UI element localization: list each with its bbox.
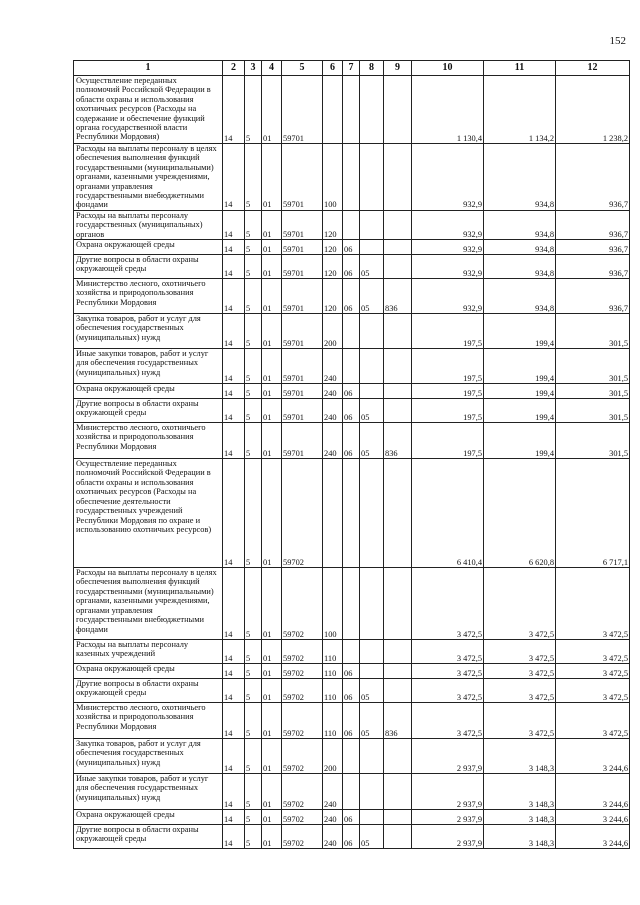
row-c6-cell: 240 [323, 384, 343, 399]
row-c12-cell: 1 238,2 [556, 76, 630, 144]
row-c3-cell: 5 [245, 810, 262, 825]
row-name-cell: Осуществление переданных полномочий Российской Федерации в области охраны и использования охотничьих ресурсов (Расходы на обеспечение деятельности государственных учреждений Республики Мордовия по охране и использованию охотничьих ресурсов) [74, 459, 223, 568]
row-c6-cell [323, 459, 343, 568]
row-c4-cell: 01 [262, 679, 282, 703]
row-c6-cell: 100 [323, 144, 343, 211]
row-c6-cell: 110 [323, 703, 343, 739]
row-c6-cell: 240 [323, 399, 343, 423]
row-c9-cell [384, 144, 412, 211]
row-c12-cell: 3 472,5 [556, 664, 630, 679]
row-c8-cell [360, 210, 384, 239]
table-row [74, 255, 630, 279]
row-name-cell: Министерство лесного, охотничьего хозяйства и природопользования Республики Мордовия [74, 279, 223, 314]
row-c7-cell: 06 [343, 703, 360, 739]
row-c10-cell: 2 937,9 [412, 810, 484, 825]
row-c6-cell: 120 [323, 240, 343, 255]
row-c11-cell: 934,8 [484, 279, 556, 314]
row-c7-cell [343, 640, 360, 664]
budget-table [73, 60, 630, 849]
row-name-cell: Расходы на выплаты персоналу в целях обеспечения выполнения функций государственными (муниципальными) органами, казенными учреждениями, органами управления государственными внебюджетными фондами [74, 568, 223, 640]
row-c11-cell: 934,8 [484, 240, 556, 255]
row-c11-cell: 3 148,3 [484, 810, 556, 825]
row-c4-cell: 01 [262, 568, 282, 640]
row-c9-cell [384, 384, 412, 399]
row-c6-cell [323, 76, 343, 144]
row-c5-cell: 59702 [282, 703, 323, 739]
row-c4-cell: 01 [262, 825, 282, 849]
row-c8-cell [360, 76, 384, 144]
row-c8-cell [360, 314, 384, 349]
row-c9-cell [384, 810, 412, 825]
table-row [74, 825, 630, 849]
table-row [74, 423, 630, 459]
row-name-cell: Расходы на выплаты персоналу казенных учреждений [74, 640, 223, 664]
column-header: 2 [223, 61, 245, 76]
row-c4-cell: 01 [262, 210, 282, 239]
table-row [74, 640, 630, 664]
row-name-cell: Иные закупки товаров, работ и услуг для обеспечения государственных (муниципальных) нужд [74, 774, 223, 810]
row-c8-cell: 05 [360, 825, 384, 849]
row-c5-cell: 59701 [282, 255, 323, 279]
table-header [74, 61, 630, 76]
row-c10-cell: 3 472,5 [412, 640, 484, 664]
row-c11-cell: 1 134,2 [484, 76, 556, 144]
row-c2-cell: 14 [223, 349, 245, 384]
row-c8-cell [360, 240, 384, 255]
row-c10-cell: 6 410,4 [412, 459, 484, 568]
row-c2-cell: 14 [223, 279, 245, 314]
row-c6-cell: 240 [323, 349, 343, 384]
row-c9-cell [384, 399, 412, 423]
row-c3-cell: 5 [245, 459, 262, 568]
row-c2-cell: 14 [223, 144, 245, 211]
table-row [74, 739, 630, 774]
row-c3-cell: 5 [245, 568, 262, 640]
row-c10-cell: 3 472,5 [412, 703, 484, 739]
row-c7-cell [343, 459, 360, 568]
table-row [74, 76, 630, 144]
row-c4-cell: 01 [262, 349, 282, 384]
row-c10-cell: 3 472,5 [412, 568, 484, 640]
row-c2-cell: 14 [223, 459, 245, 568]
column-header: 6 [323, 61, 343, 76]
row-c2-cell: 14 [223, 774, 245, 810]
row-c5-cell: 59702 [282, 568, 323, 640]
row-c10-cell: 1 130,4 [412, 76, 484, 144]
table-row [74, 349, 630, 384]
row-c5-cell: 59701 [282, 144, 323, 211]
row-name-cell: Закупка товаров, работ и услуг для обеспечения государственных (муниципальных) нужд [74, 314, 223, 349]
row-c6-cell: 120 [323, 255, 343, 279]
table-row [74, 144, 630, 211]
row-c5-cell: 59701 [282, 279, 323, 314]
row-name-cell: Другие вопросы в области охраны окружающей среды [74, 825, 223, 849]
row-c4-cell: 01 [262, 664, 282, 679]
table-row [74, 459, 630, 568]
row-c8-cell [360, 568, 384, 640]
row-name-cell: Министерство лесного, охотничьего хозяйства и природопользования Республики Мордовия [74, 423, 223, 459]
column-header: 3 [245, 61, 262, 76]
row-c12-cell: 936,7 [556, 210, 630, 239]
row-c12-cell: 3 244,6 [556, 810, 630, 825]
row-c8-cell [360, 739, 384, 774]
row-c3-cell: 5 [245, 314, 262, 349]
row-c6-cell: 100 [323, 568, 343, 640]
row-c10-cell: 3 472,5 [412, 664, 484, 679]
row-c12-cell: 3 472,5 [556, 568, 630, 640]
row-c10-cell: 2 937,9 [412, 825, 484, 849]
column-header: 4 [262, 61, 282, 76]
column-header: 9 [384, 61, 412, 76]
row-c10-cell: 932,9 [412, 279, 484, 314]
row-c11-cell: 199,4 [484, 399, 556, 423]
row-c11-cell: 199,4 [484, 384, 556, 399]
row-c5-cell: 59702 [282, 459, 323, 568]
row-c12-cell: 3 472,5 [556, 703, 630, 739]
row-c9-cell: 836 [384, 279, 412, 314]
row-c12-cell: 3 472,5 [556, 640, 630, 664]
row-name-cell: Охрана окружающей среды [74, 664, 223, 679]
row-c7-cell [343, 568, 360, 640]
row-c5-cell: 59702 [282, 739, 323, 774]
row-name-cell: Министерство лесного, охотничьего хозяйства и природопользования Республики Мордовия [74, 703, 223, 739]
row-c3-cell: 5 [245, 703, 262, 739]
row-c2-cell: 14 [223, 810, 245, 825]
row-c8-cell: 05 [360, 255, 384, 279]
row-c11-cell: 3 472,5 [484, 703, 556, 739]
row-c7-cell [343, 314, 360, 349]
row-c5-cell: 59702 [282, 825, 323, 849]
table-row [74, 399, 630, 423]
row-c7-cell: 06 [343, 679, 360, 703]
row-c11-cell: 3 472,5 [484, 664, 556, 679]
table-row [74, 384, 630, 399]
row-name-cell: Другие вопросы в области охраны окружающей среды [74, 679, 223, 703]
column-header: 10 [412, 61, 484, 76]
row-c7-cell: 06 [343, 423, 360, 459]
row-c7-cell: 06 [343, 810, 360, 825]
row-c3-cell: 5 [245, 664, 262, 679]
row-c7-cell [343, 739, 360, 774]
page-number: 152 [609, 35, 626, 47]
row-c6-cell: 110 [323, 664, 343, 679]
row-c5-cell: 59701 [282, 349, 323, 384]
row-c8-cell [360, 664, 384, 679]
table-row [74, 679, 630, 703]
row-c3-cell: 5 [245, 76, 262, 144]
row-c4-cell: 01 [262, 399, 282, 423]
row-c5-cell: 59701 [282, 314, 323, 349]
row-c7-cell [343, 210, 360, 239]
row-c3-cell: 5 [245, 279, 262, 314]
row-c11-cell: 3 472,5 [484, 568, 556, 640]
row-c4-cell: 01 [262, 144, 282, 211]
row-c4-cell: 01 [262, 314, 282, 349]
row-c7-cell: 06 [343, 399, 360, 423]
row-c7-cell: 06 [343, 825, 360, 849]
row-c5-cell: 59701 [282, 384, 323, 399]
row-c7-cell: 06 [343, 664, 360, 679]
row-c4-cell: 01 [262, 423, 282, 459]
row-c11-cell: 6 620,8 [484, 459, 556, 568]
row-c6-cell: 240 [323, 810, 343, 825]
row-c2-cell: 14 [223, 664, 245, 679]
row-c11-cell: 199,4 [484, 349, 556, 384]
column-header: 5 [282, 61, 323, 76]
row-c4-cell: 01 [262, 76, 282, 144]
row-c5-cell: 59701 [282, 423, 323, 459]
row-c5-cell: 59702 [282, 664, 323, 679]
row-c6-cell: 200 [323, 314, 343, 349]
row-c11-cell: 3 148,3 [484, 825, 556, 849]
row-c12-cell: 301,5 [556, 423, 630, 459]
row-c3-cell: 5 [245, 240, 262, 255]
row-c10-cell: 2 937,9 [412, 739, 484, 774]
row-c12-cell: 3 472,5 [556, 679, 630, 703]
row-c9-cell [384, 568, 412, 640]
row-c10-cell: 197,5 [412, 384, 484, 399]
row-c8-cell [360, 459, 384, 568]
row-c3-cell: 5 [245, 399, 262, 423]
row-c7-cell [343, 349, 360, 384]
row-name-cell: Другие вопросы в области охраны окружающей среды [74, 399, 223, 423]
row-c8-cell [360, 640, 384, 664]
row-c3-cell: 5 [245, 739, 262, 774]
row-c5-cell: 59702 [282, 774, 323, 810]
row-c11-cell: 199,4 [484, 314, 556, 349]
row-c8-cell [360, 774, 384, 810]
row-c12-cell: 936,7 [556, 240, 630, 255]
table-row [74, 664, 630, 679]
row-c6-cell: 200 [323, 739, 343, 774]
row-name-cell: Охрана окружающей среды [74, 240, 223, 255]
row-c3-cell: 5 [245, 144, 262, 211]
row-c2-cell: 14 [223, 568, 245, 640]
row-c9-cell [384, 240, 412, 255]
table-row [74, 810, 630, 825]
row-name-cell: Осуществление переданных полномочий Российской Федерации в области охраны и использования охотничьих ресурсов (Расходы на содержание и обеспечение функций органа государственной власти Республики Мордовия) [74, 76, 223, 144]
row-c12-cell: 3 244,6 [556, 739, 630, 774]
column-header: 7 [343, 61, 360, 76]
table-body [74, 76, 630, 849]
row-c3-cell: 5 [245, 825, 262, 849]
row-c11-cell: 3 148,3 [484, 774, 556, 810]
row-c6-cell: 240 [323, 825, 343, 849]
row-c6-cell: 120 [323, 279, 343, 314]
row-c11-cell: 934,8 [484, 255, 556, 279]
row-c9-cell [384, 825, 412, 849]
row-c10-cell: 932,9 [412, 144, 484, 211]
row-c12-cell: 301,5 [556, 399, 630, 423]
row-c10-cell: 3 472,5 [412, 679, 484, 703]
row-c2-cell: 14 [223, 210, 245, 239]
row-c11-cell: 199,4 [484, 423, 556, 459]
row-c12-cell: 936,7 [556, 279, 630, 314]
row-c9-cell: 836 [384, 703, 412, 739]
row-c5-cell: 59702 [282, 810, 323, 825]
row-c2-cell: 14 [223, 703, 245, 739]
row-c8-cell [360, 810, 384, 825]
row-c8-cell [360, 144, 384, 211]
column-header: 11 [484, 61, 556, 76]
row-c12-cell: 936,7 [556, 144, 630, 211]
row-c4-cell: 01 [262, 774, 282, 810]
row-c12-cell: 301,5 [556, 349, 630, 384]
row-c4-cell: 01 [262, 255, 282, 279]
row-name-cell: Закупка товаров, работ и услуг для обеспечения государственных (муниципальных) нужд [74, 739, 223, 774]
row-c9-cell [384, 679, 412, 703]
row-c9-cell [384, 664, 412, 679]
table-row [74, 774, 630, 810]
row-c3-cell: 5 [245, 423, 262, 459]
row-c7-cell: 06 [343, 255, 360, 279]
table-row [74, 568, 630, 640]
row-c2-cell: 14 [223, 399, 245, 423]
row-c5-cell: 59701 [282, 76, 323, 144]
row-c9-cell [384, 76, 412, 144]
row-c12-cell: 3 244,6 [556, 825, 630, 849]
row-c10-cell: 197,5 [412, 399, 484, 423]
table-row [74, 703, 630, 739]
row-c12-cell: 6 717,1 [556, 459, 630, 568]
row-name-cell: Охрана окружающей среды [74, 810, 223, 825]
row-c9-cell [384, 255, 412, 279]
row-c4-cell: 01 [262, 279, 282, 314]
row-c8-cell: 05 [360, 679, 384, 703]
row-c5-cell: 59701 [282, 399, 323, 423]
row-name-cell: Охрана окружающей среды [74, 384, 223, 399]
row-c2-cell: 14 [223, 679, 245, 703]
row-c10-cell: 2 937,9 [412, 774, 484, 810]
row-c9-cell [384, 739, 412, 774]
row-c9-cell [384, 774, 412, 810]
row-c6-cell: 120 [323, 210, 343, 239]
row-c9-cell [384, 210, 412, 239]
row-c9-cell: 836 [384, 423, 412, 459]
row-c2-cell: 14 [223, 423, 245, 459]
row-c12-cell: 936,7 [556, 255, 630, 279]
row-c7-cell [343, 774, 360, 810]
row-c8-cell: 05 [360, 423, 384, 459]
row-c9-cell [384, 314, 412, 349]
row-c2-cell: 14 [223, 76, 245, 144]
row-name-cell: Другие вопросы в области охраны окружающей среды [74, 255, 223, 279]
row-c2-cell: 14 [223, 384, 245, 399]
row-c6-cell: 110 [323, 640, 343, 664]
row-c10-cell: 932,9 [412, 240, 484, 255]
row-c12-cell: 301,5 [556, 314, 630, 349]
row-c9-cell [384, 459, 412, 568]
row-c3-cell: 5 [245, 774, 262, 810]
row-c2-cell: 14 [223, 314, 245, 349]
column-header: 8 [360, 61, 384, 76]
row-c2-cell: 14 [223, 640, 245, 664]
row-c8-cell [360, 349, 384, 384]
row-c4-cell: 01 [262, 810, 282, 825]
row-c11-cell: 3 148,3 [484, 739, 556, 774]
row-c6-cell: 240 [323, 423, 343, 459]
row-c3-cell: 5 [245, 349, 262, 384]
header-row [74, 61, 630, 76]
row-c10-cell: 932,9 [412, 255, 484, 279]
row-c12-cell: 3 244,6 [556, 774, 630, 810]
row-c8-cell [360, 384, 384, 399]
row-c10-cell: 932,9 [412, 210, 484, 239]
row-c3-cell: 5 [245, 679, 262, 703]
row-c8-cell: 05 [360, 279, 384, 314]
row-c2-cell: 14 [223, 255, 245, 279]
row-name-cell: Расходы на выплаты персоналу в целях обеспечения выполнения функций государственными (муниципальными) органами, казенными учреждениями, органами управления государственными внебюджетными фондами [74, 144, 223, 211]
row-name-cell: Иные закупки товаров, работ и услуг для обеспечения государственных (муниципальных) нужд [74, 349, 223, 384]
row-c4-cell: 01 [262, 739, 282, 774]
row-c11-cell: 3 472,5 [484, 679, 556, 703]
row-c3-cell: 5 [245, 255, 262, 279]
row-c3-cell: 5 [245, 210, 262, 239]
row-c7-cell [343, 76, 360, 144]
row-c8-cell: 05 [360, 399, 384, 423]
row-c10-cell: 197,5 [412, 314, 484, 349]
row-c2-cell: 14 [223, 240, 245, 255]
column-header: 1 [74, 61, 223, 76]
row-c4-cell: 01 [262, 384, 282, 399]
table-row [74, 279, 630, 314]
row-c4-cell: 01 [262, 459, 282, 568]
row-c7-cell: 06 [343, 240, 360, 255]
table-row [74, 314, 630, 349]
row-c4-cell: 01 [262, 703, 282, 739]
row-c9-cell [384, 349, 412, 384]
row-c5-cell: 59702 [282, 640, 323, 664]
row-name-cell: Расходы на выплаты персоналу государственных (муниципальных) органов [74, 210, 223, 239]
row-c12-cell: 301,5 [556, 384, 630, 399]
row-c11-cell: 3 472,5 [484, 640, 556, 664]
row-c6-cell: 110 [323, 679, 343, 703]
row-c7-cell: 06 [343, 384, 360, 399]
row-c4-cell: 01 [262, 240, 282, 255]
row-c4-cell: 01 [262, 640, 282, 664]
column-header: 12 [556, 61, 630, 76]
row-c8-cell: 05 [360, 703, 384, 739]
row-c10-cell: 197,5 [412, 423, 484, 459]
row-c5-cell: 59701 [282, 240, 323, 255]
row-c3-cell: 5 [245, 384, 262, 399]
row-c5-cell: 59702 [282, 679, 323, 703]
table-row [74, 210, 630, 239]
row-c7-cell: 06 [343, 279, 360, 314]
row-c3-cell: 5 [245, 640, 262, 664]
row-c6-cell: 240 [323, 774, 343, 810]
row-c2-cell: 14 [223, 825, 245, 849]
row-c2-cell: 14 [223, 739, 245, 774]
row-c11-cell: 934,8 [484, 210, 556, 239]
table-row [74, 240, 630, 255]
row-c7-cell [343, 144, 360, 211]
row-c9-cell [384, 640, 412, 664]
row-c5-cell: 59701 [282, 210, 323, 239]
row-c11-cell: 934,8 [484, 144, 556, 211]
row-c10-cell: 197,5 [412, 349, 484, 384]
